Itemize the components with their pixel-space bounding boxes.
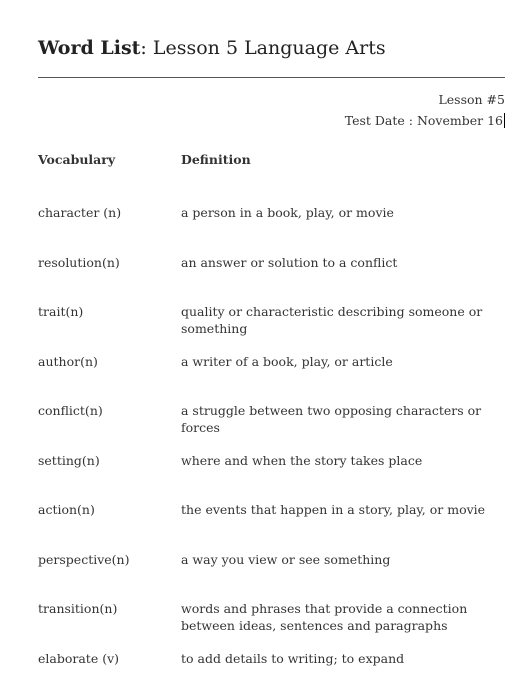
vocab-term: trait(n)	[38, 304, 84, 319]
vocab-term: elaborate (v)	[38, 651, 120, 666]
text-cursor	[504, 113, 505, 128]
vocab-definition: where and when the story takes place	[181, 453, 423, 468]
title-lesson-name: : Lesson 5 Language Arts	[140, 37, 386, 59]
vocab-term: transition(n)	[38, 601, 118, 616]
vocab-term: action(n)	[38, 502, 95, 517]
lesson-number: Lesson #5	[438, 92, 505, 107]
vocab-definition: quality or characteristic describing someone or something	[181, 304, 483, 336]
title-word-list: Word List	[38, 37, 141, 59]
vocab-term: character (n)	[38, 205, 122, 220]
column-header-vocabulary: Vocabulary	[38, 152, 116, 167]
test-date-line[interactable]	[345, 113, 505, 128]
vocab-definition: a struggle between two opposing characters or forces	[181, 403, 482, 435]
vocab-definition: a way you view or see something	[181, 552, 391, 567]
title-divider	[38, 77, 505, 78]
column-header-definition: Definition	[181, 152, 251, 167]
vocab-term: conflict(n)	[38, 403, 103, 418]
vocab-definition: a writer of a book, play, or article	[181, 354, 393, 369]
vocab-definition: words and phrases that provide a connection between ideas, sentences and paragraphs	[181, 601, 468, 633]
vocab-definition: a person in a book, play, or movie	[181, 205, 394, 220]
vocab-term: perspective(n)	[38, 552, 130, 567]
vocab-term: author(n)	[38, 354, 98, 369]
test-date: Test Date : November 16	[344, 113, 503, 128]
vocab-term: setting(n)	[38, 453, 100, 468]
vocab-definition: an answer or solution to a conflict	[181, 255, 398, 270]
vocab-definition: to add details to writing; to expand	[181, 651, 405, 666]
vocab-term: resolution(n)	[38, 255, 120, 270]
document-title	[38, 37, 386, 59]
vocab-definition: the events that happen in a story, play, or movie	[181, 502, 486, 517]
